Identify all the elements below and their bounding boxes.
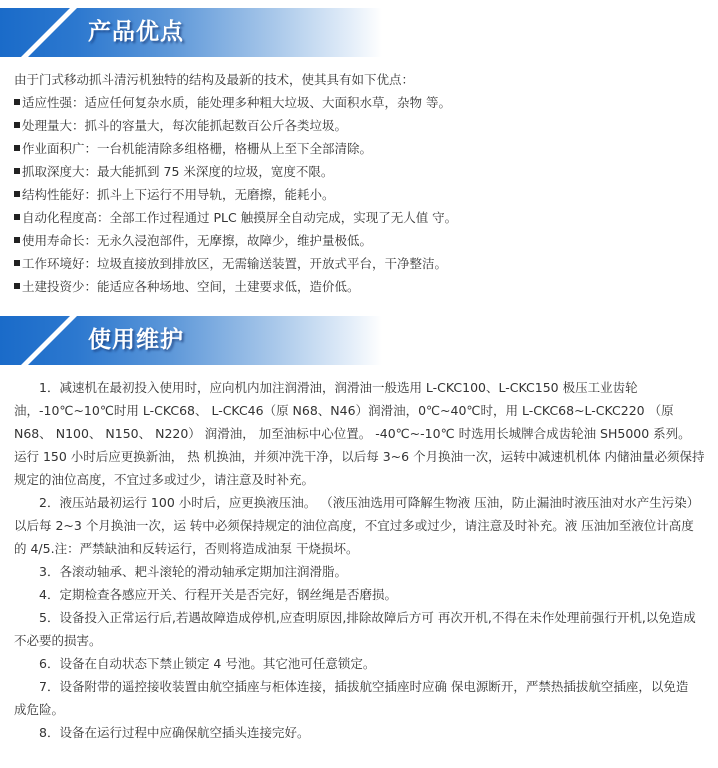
advantage-item: 工作环境好：垃圾直接放到排放区，无需输送装置，开放式平台，干净整洁。 bbox=[14, 252, 708, 275]
advantage-item: 作业面积广：一台机能清除多组格栅，格栅从上至下全部清除。 bbox=[14, 137, 708, 160]
square-bullet-icon bbox=[14, 145, 20, 151]
square-bullet-icon bbox=[14, 283, 20, 289]
paragraph-line: 运行 150 小时后应更换新油， 热 机换油，并须冲洗干净，以后每 3~6 个月换油一次，运转中减速机机体 内储油量必须保持 bbox=[14, 449, 705, 464]
advantage-text: 能适应各种场地、空间，土建要求低，造价低。 bbox=[97, 279, 360, 294]
advantage-label: 处理量大 bbox=[22, 118, 73, 133]
diagonal-stripe-decoration bbox=[0, 8, 87, 57]
advantage-text: 全部工作过程通过 PLC 触摸屏全自动完成，实现了无人值 守。 bbox=[109, 210, 458, 225]
advantage-label: 工作环境好 bbox=[22, 256, 85, 271]
paragraph-line: 油，-10℃~10℃时用 L-CKC68、 L-CKC46（原 N68、N46）润滑油，0℃~40℃时，用 L-CKC68~L-CKC220 （原 bbox=[14, 403, 674, 418]
advantage-text: 无永久浸泡部件，无摩擦，故障少，维护量极低。 bbox=[97, 233, 373, 248]
paragraph-line: 规定的油位高度，不宜过多或过少，请注意及时补充。 bbox=[14, 472, 315, 487]
paragraph-line: 不必要的损害。 bbox=[14, 633, 102, 648]
advantage-text: 最大能抓到 75 米深度的垃圾，宽度不限。 bbox=[97, 164, 334, 179]
advantage-item: 自动化程度高：全部工作过程通过 PLC 触摸屏全自动完成，实现了无人值 守。 bbox=[14, 206, 708, 229]
advantage-text: 垃圾直接放到排放区，无需输送装置，开放式平台，干净整洁。 bbox=[97, 256, 448, 271]
paragraph-line: 以后每 2~3 个月换油一次，运 转中必须保持规定的油位高度，不宜过多或过少，请注意及时补充。液 压油加至液位计高度 bbox=[14, 518, 694, 533]
advantage-label: 土建投资少 bbox=[22, 279, 85, 294]
paragraph-line: 2．液压站最初运行 100 小时后，应更换液压油。 （液压油选用可降解生物液 压油，防止漏油时液压油对水产生污染） bbox=[39, 495, 700, 510]
paragraph-line: 5．设备投入正常运行后,若遇故障造成停机,应查明原因,排除故障后方可 再次开机,不得在未作处理前强行开机,以免造成 bbox=[39, 610, 696, 625]
advantage-text: 抓斗的容量大，每次能抓起数百公斤各类垃圾。 bbox=[84, 118, 348, 133]
section-banner-advantages bbox=[0, 8, 382, 57]
square-bullet-icon bbox=[14, 214, 20, 220]
section-banner-maintenance bbox=[0, 316, 382, 365]
advantage-label: 使用寿命长 bbox=[22, 233, 85, 248]
maintenance-paragraph-2 bbox=[14, 491, 708, 560]
advantage-text: 适应任何复杂水质，能处理多种粗大垃圾、大面积水草，杂物 等。 bbox=[84, 95, 452, 110]
paragraph-line: 8．设备在运行过程中应确保航空插头连接完好。 bbox=[39, 725, 310, 740]
square-bullet-icon bbox=[14, 122, 20, 128]
advantage-item: 处理量大：抓斗的容量大，每次能抓起数百公斤各类垃圾。 bbox=[14, 114, 708, 137]
paragraph-line: N68、 N100、 N150、 N220） 润滑油， 加至油标中心位置。 -40℃~-10℃ 时选用长城牌合成齿轮油 SH5000 系列。 bbox=[14, 426, 691, 441]
advantage-label: 结构性能好 bbox=[22, 187, 85, 202]
diagonal-stripe-decoration bbox=[0, 316, 87, 365]
square-bullet-icon bbox=[14, 168, 20, 174]
banner-title: 使用维护 bbox=[88, 327, 184, 353]
square-bullet-icon bbox=[14, 191, 20, 197]
advantage-label: 自动化程度高 bbox=[22, 210, 98, 225]
paragraph-line: 1．减速机在最初投入使用时，应向机内加注润滑油，润滑油一般选用 L-CKC100、L-CKC150 极压工业齿轮 bbox=[39, 380, 638, 395]
advantage-label: 作业面积广 bbox=[22, 141, 85, 156]
maintenance-paragraph-1 bbox=[14, 376, 708, 491]
advantages-section bbox=[14, 68, 708, 298]
advantage-label: 适应性强 bbox=[22, 95, 73, 110]
paragraph-line: 6．设备在自动状态下禁止锁定 4 号池。其它池可任意锁定。 bbox=[39, 656, 376, 671]
paragraph-line: 成危险。 bbox=[14, 702, 65, 717]
advantage-item: 适应性强：适应任何复杂水质，能处理多种粗大垃圾、大面积水草，杂物 等。 bbox=[14, 91, 708, 114]
advantage-item: 使用寿命长：无永久浸泡部件，无摩擦，故障少，维护量极低。 bbox=[14, 229, 708, 252]
maintenance-paragraph-7 bbox=[14, 675, 708, 721]
maintenance-paragraph-5 bbox=[14, 606, 708, 652]
paragraph-line: 7．设备附带的遥控接收装置由航空插座与柜体连接，插拔航空插座时应确 保电源断开，严禁热插拔航空插座，以免造 bbox=[39, 679, 689, 694]
square-bullet-icon bbox=[14, 99, 20, 105]
advantage-item: 结构性能好：抓斗上下运行不用导轨，无磨擦，能耗小。 bbox=[14, 183, 708, 206]
maintenance-paragraph-4 bbox=[14, 583, 708, 606]
maintenance-paragraph-3 bbox=[14, 560, 708, 583]
advantage-text: 一台机能清除多组格栅，格栅从上至下全部清除。 bbox=[97, 141, 373, 156]
advantage-text: 抓斗上下运行不用导轨，无磨擦，能耗小。 bbox=[97, 187, 335, 202]
intro-text: 由于门式移动抓斗清污机独特的结构及最新的技术，使其具有如下优点： bbox=[14, 72, 415, 87]
square-bullet-icon bbox=[14, 260, 20, 266]
paragraph-line: 4．定期检查各感应开关、行程开关是否完好，钢丝绳是否磨损。 bbox=[39, 587, 397, 602]
maintenance-paragraph-6 bbox=[14, 652, 708, 675]
banner-title: 产品优点 bbox=[88, 19, 184, 45]
paragraph-line: 3．各滚动轴承、耙斗滚轮的滑动轴承定期加注润滑脂。 bbox=[39, 564, 347, 579]
advantage-item: 土建投资少：能适应各种场地、空间，土建要求低，造价低。 bbox=[14, 275, 708, 298]
advantage-label: 抓取深度大 bbox=[22, 164, 85, 179]
maintenance-section bbox=[14, 376, 708, 744]
advantage-item: 抓取深度大：最大能抓到 75 米深度的垃圾，宽度不限。 bbox=[14, 160, 708, 183]
paragraph-line: 的 4/5.注：严禁缺油和反转运行，否则将造成油泵 干烧损坏。 bbox=[14, 541, 359, 556]
maintenance-paragraph-8 bbox=[14, 721, 708, 744]
square-bullet-icon bbox=[14, 237, 20, 243]
